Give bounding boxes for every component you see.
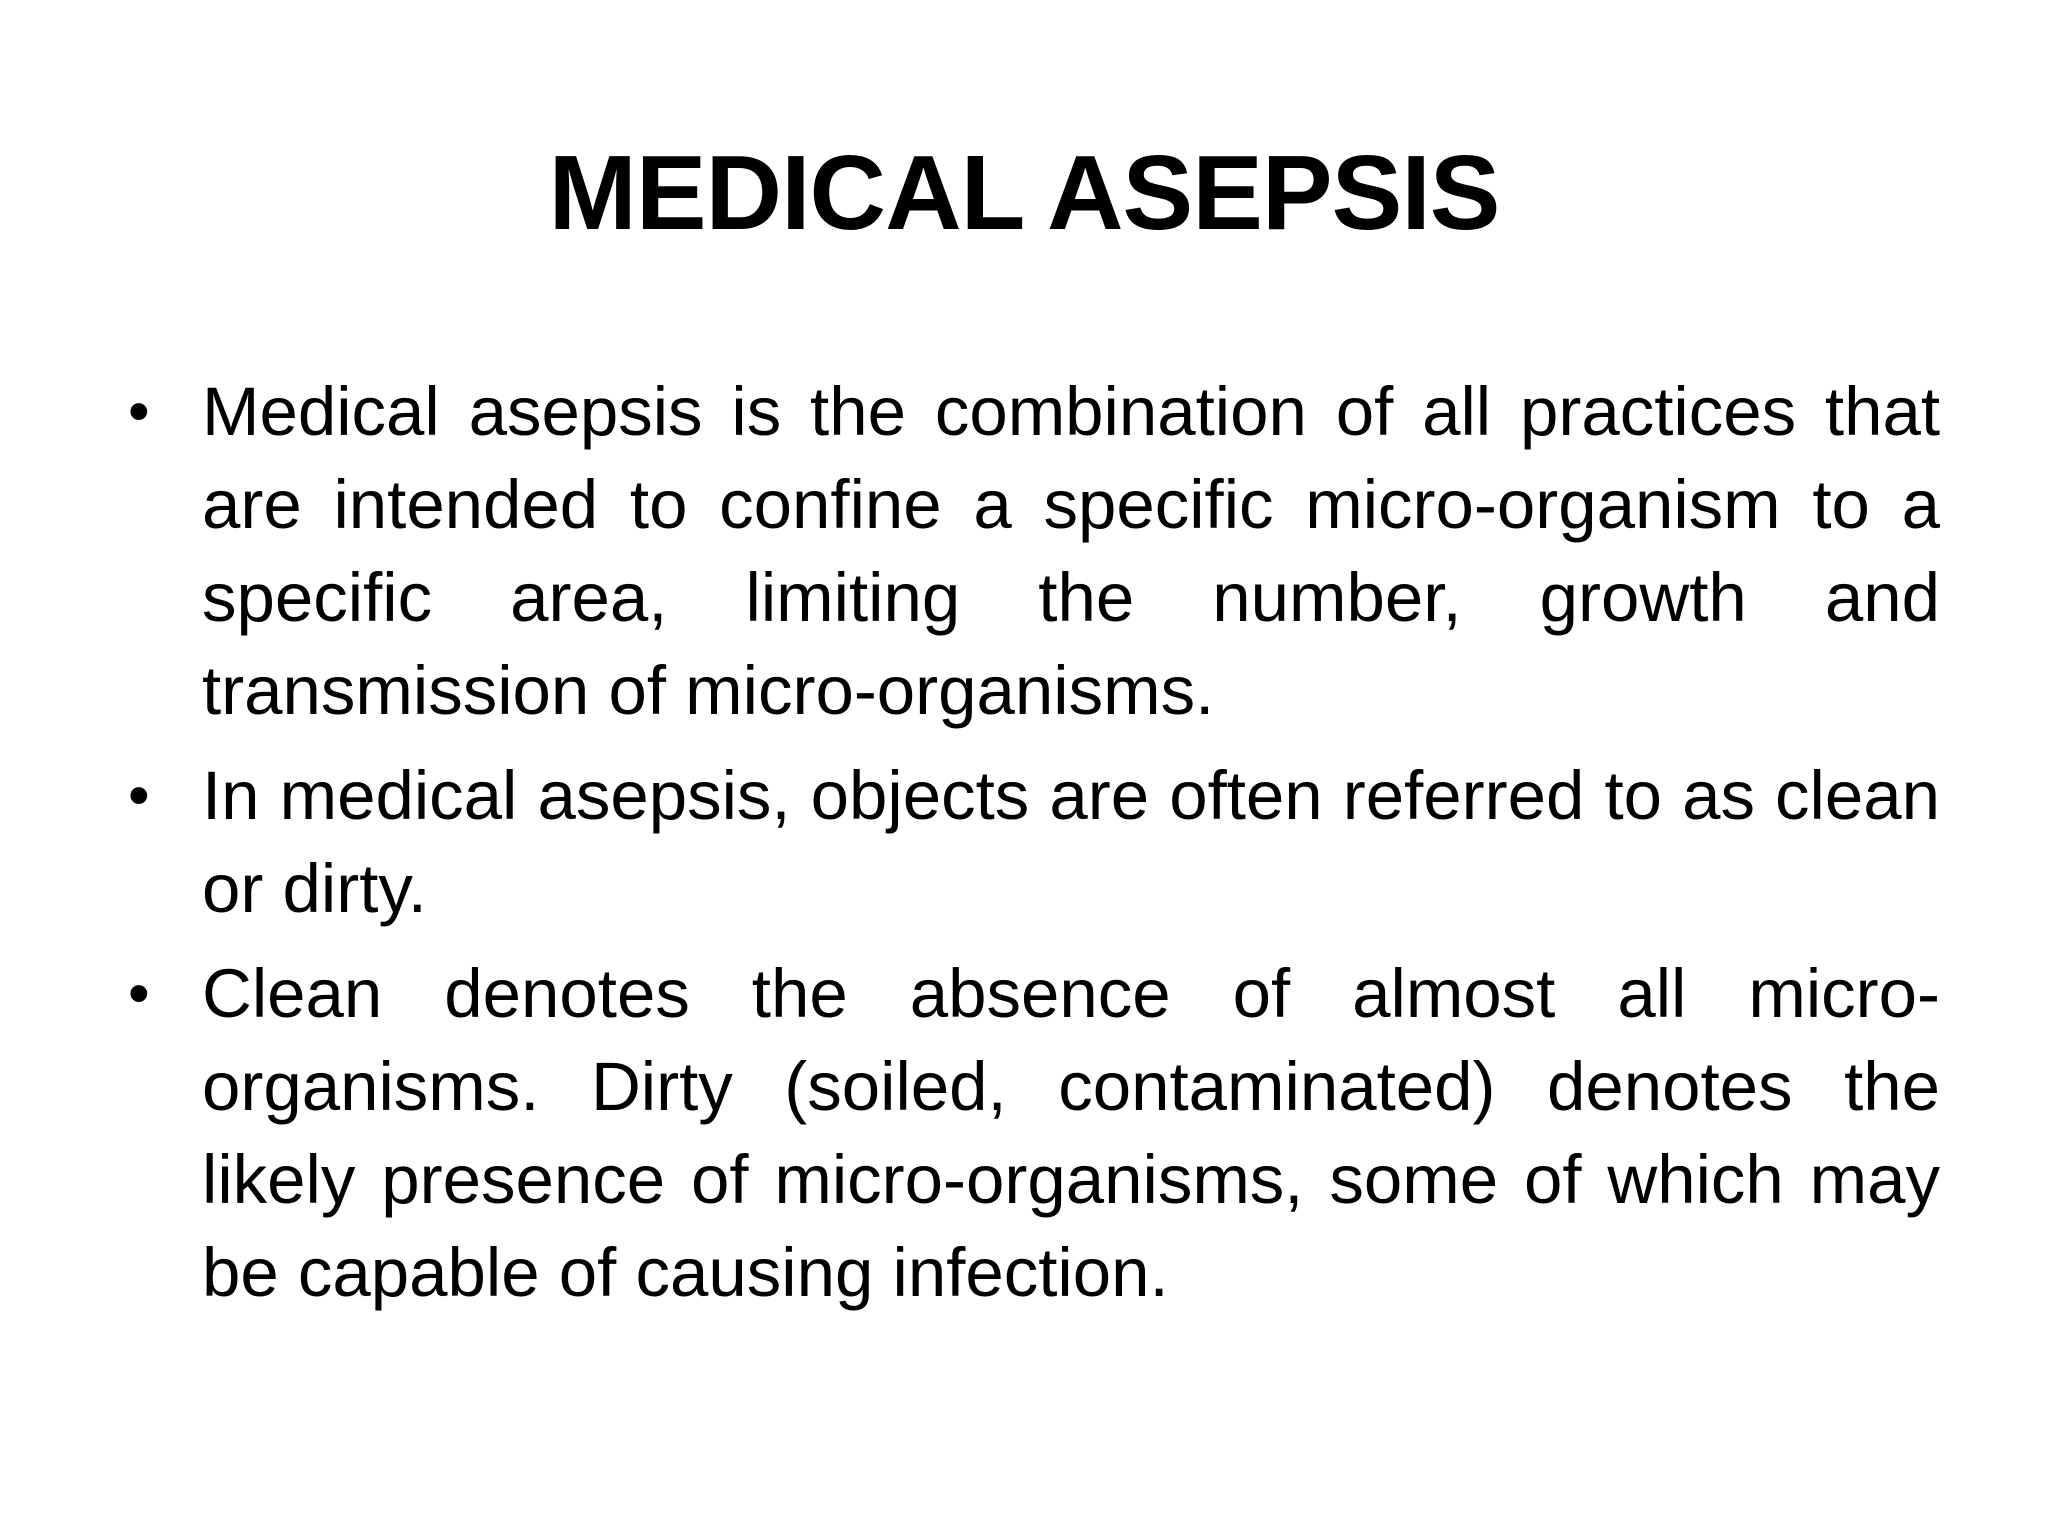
bullet-item (120, 749, 1940, 935)
bullet-item (120, 947, 1940, 1319)
bullet-icon: • (128, 377, 150, 446)
bullet-text: Medical asepsis is the combination of all practices that are intended to confine a specific micro-organism to a specific area, limiting the number, growth and transmission of micro-organisms. (202, 373, 1940, 729)
bullet-text: In medical asepsis, objects are often referred to as clean or dirty. (202, 757, 1940, 927)
bullet-icon: • (128, 761, 150, 830)
slide-title: MEDICAL ASEPSIS (548, 134, 1500, 252)
bullet-list (120, 365, 1940, 1331)
bullet-icon: • (128, 959, 150, 1028)
bullet-item (120, 365, 1940, 737)
bullet-text: Clean denotes the absence of almost all micro-organisms. Dirty (soiled, contaminated) denotes the likely presence of micro-organisms, some of which may be capable of causing infection. (202, 955, 1940, 1311)
